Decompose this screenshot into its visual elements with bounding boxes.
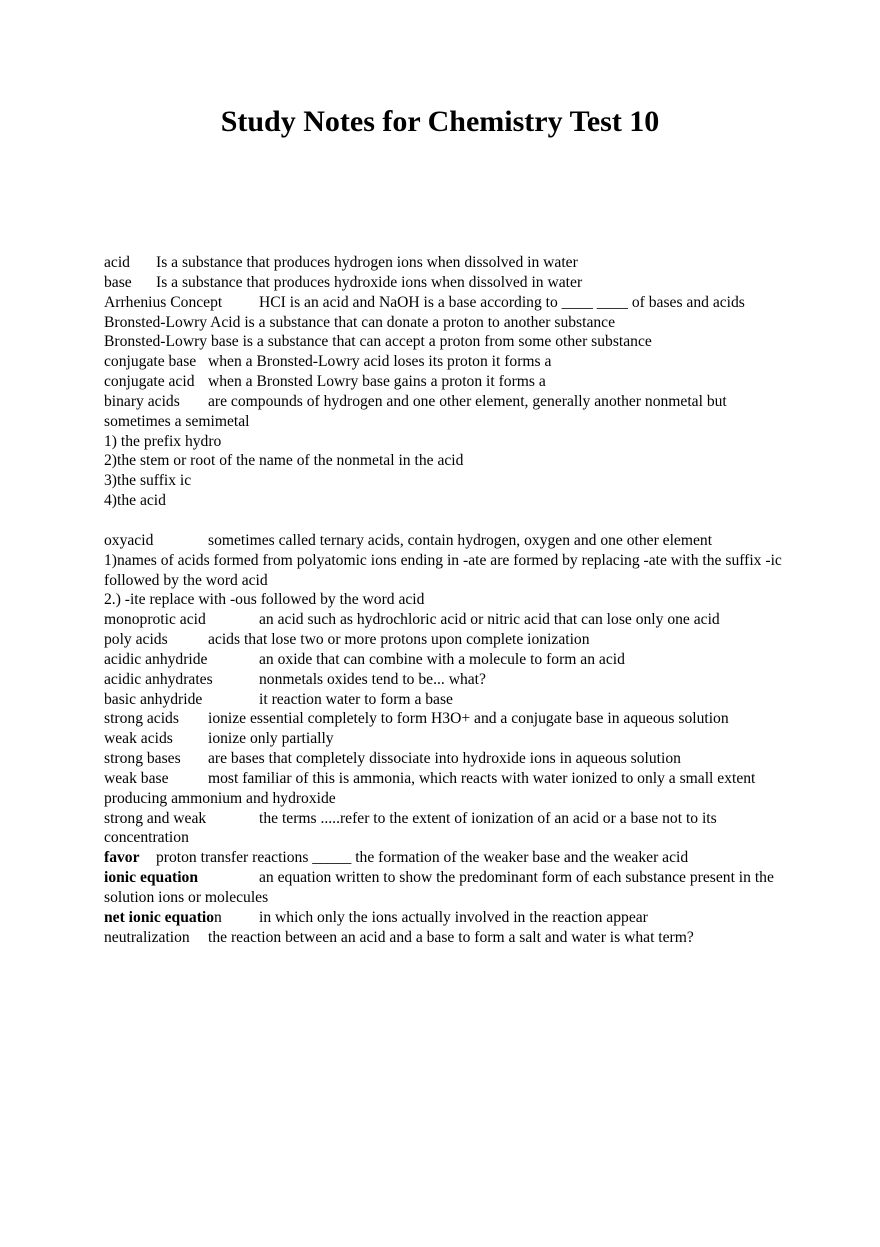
note-line [104,531,784,551]
note-term-tail: n [214,908,222,926]
note-term: basic anhydride [104,690,203,708]
note-definition: in which only the ions actually involved in the reaction appear [259,908,648,926]
note-definition: ionize essential completely to form H3O+ and a conjugate base in aqueous solution [208,710,729,728]
note-term: acidic anhydrates [104,670,213,688]
note-line [104,650,784,670]
note-definition: the terms .....refer to the extent of ionization of an acid or a base not to its concentration [104,809,717,847]
note-definition: when a Bronsted Lowry base gains a proton it forms a [208,373,546,391]
note-term: oxyacid [104,531,154,549]
note-line: 3)the suffix ic [104,472,192,490]
note-definition: Is a substance that produces hydroxide ions when dissolved in water [156,273,583,291]
blank-line [104,511,784,531]
note-line [104,908,784,928]
note-term: favor [104,849,140,867]
note-line [104,332,784,352]
note-term: strong bases [104,750,181,768]
note-definition: when a Bronsted-Lowry acid loses its proton it forms a [208,353,552,371]
note-term: base [104,273,132,291]
page-title: Study Notes for Chemistry Test 10 [220,105,660,138]
note-definition: acids that lose two or more protons upon complete ionization [208,631,590,649]
note-term: strong acids [104,710,179,728]
note-definition: is a substance that can donate a proton to another substance [244,313,616,331]
note-definition: an acid such as hydrochloric acid or nitric acid that can lose only one acid [259,611,720,629]
note-definition: sometimes called ternary acids, contain hydrogen, oxygen and one other element [208,531,713,549]
note-term: strong and weak [104,809,207,827]
note-term: Arrhenius Concept [104,293,223,311]
note-line [104,868,784,908]
note-term: neutralization [104,928,190,946]
note-definition: an oxide that can combine with a molecule to form an acid [259,650,625,668]
note-line: 4)the acid [104,492,166,510]
notes-list [104,253,784,948]
note-term: binary acids [104,392,180,410]
note-term: weak acids [104,730,173,748]
note-line [104,313,784,333]
note-line [104,253,784,273]
note-term: conjugate base [104,353,197,371]
note-term: monoprotic acid [104,611,206,629]
note-line [104,293,784,313]
note-line [104,610,784,630]
note-term: acid [104,254,130,271]
note-line [104,690,784,710]
note-line [104,372,784,392]
note-definition: ionize only partially [208,730,334,748]
note-term: Bronsted-Lowry Acid [104,313,241,331]
note-definition: are compounds of hydrogen and one other element, generally another nonmetal but sometimes a semimetal [104,392,727,430]
note-definition: an equation written to show the predominant form of each substance present in the solution ions or molecules [104,869,774,906]
note-definition: most familiar of this is ammonia, which reacts with water ionized to only a small extent producing ammonium and hydroxide [104,769,756,807]
note-term: Bronsted-Lowry base [104,333,239,351]
note-term: poly acids [104,631,168,649]
note-term: weak base [104,769,169,787]
note-line [104,809,784,849]
note-definition: are bases that completely dissociate into hydroxide ions in aqueous solution [208,750,681,768]
note-definition: HCI is an acid and NaOH is a base according to ____ ____ of bases and acids [259,293,745,311]
note-definition: is a substance that can accept a proton from some other substance [242,333,652,351]
note-definition: proton transfer reactions _____ the formation of the weaker base and the weaker acid [156,849,689,867]
note-line [104,392,784,432]
note-line: 2.) -ite replace with -ous followed by the word acid [104,591,425,609]
note-line: 1)names of acids formed from polyatomic ions ending in -ate are formed by replacing -ate with the suffix -ic followed by the word acid [104,551,782,589]
note-line: 1) the prefix hydro [104,432,222,450]
note-line [104,928,784,948]
note-term: conjugate acid [104,373,195,391]
note-definition: Is a substance that produces hydrogen ions when dissolved in water [156,254,578,271]
note-line [104,273,784,293]
note-term: net ionic equatio [104,908,215,926]
note-line: 2)the stem or root of the name of the nonmetal in the acid [104,452,464,470]
note-term: acidic anhydride [104,650,208,668]
note-definition: it reaction water to form a base [259,690,453,708]
note-definition: nonmetals oxides tend to be... what? [259,670,486,688]
note-definition: the reaction between an acid and a base to form a salt and water is what term? [208,928,694,946]
note-line [104,729,784,749]
note-line [104,630,784,650]
note-line [104,769,784,809]
note-term: ionic equation [104,869,199,887]
note-line [104,709,784,729]
note-line [104,670,784,690]
note-line [104,749,784,769]
note-line [104,848,784,868]
note-line [104,352,784,372]
